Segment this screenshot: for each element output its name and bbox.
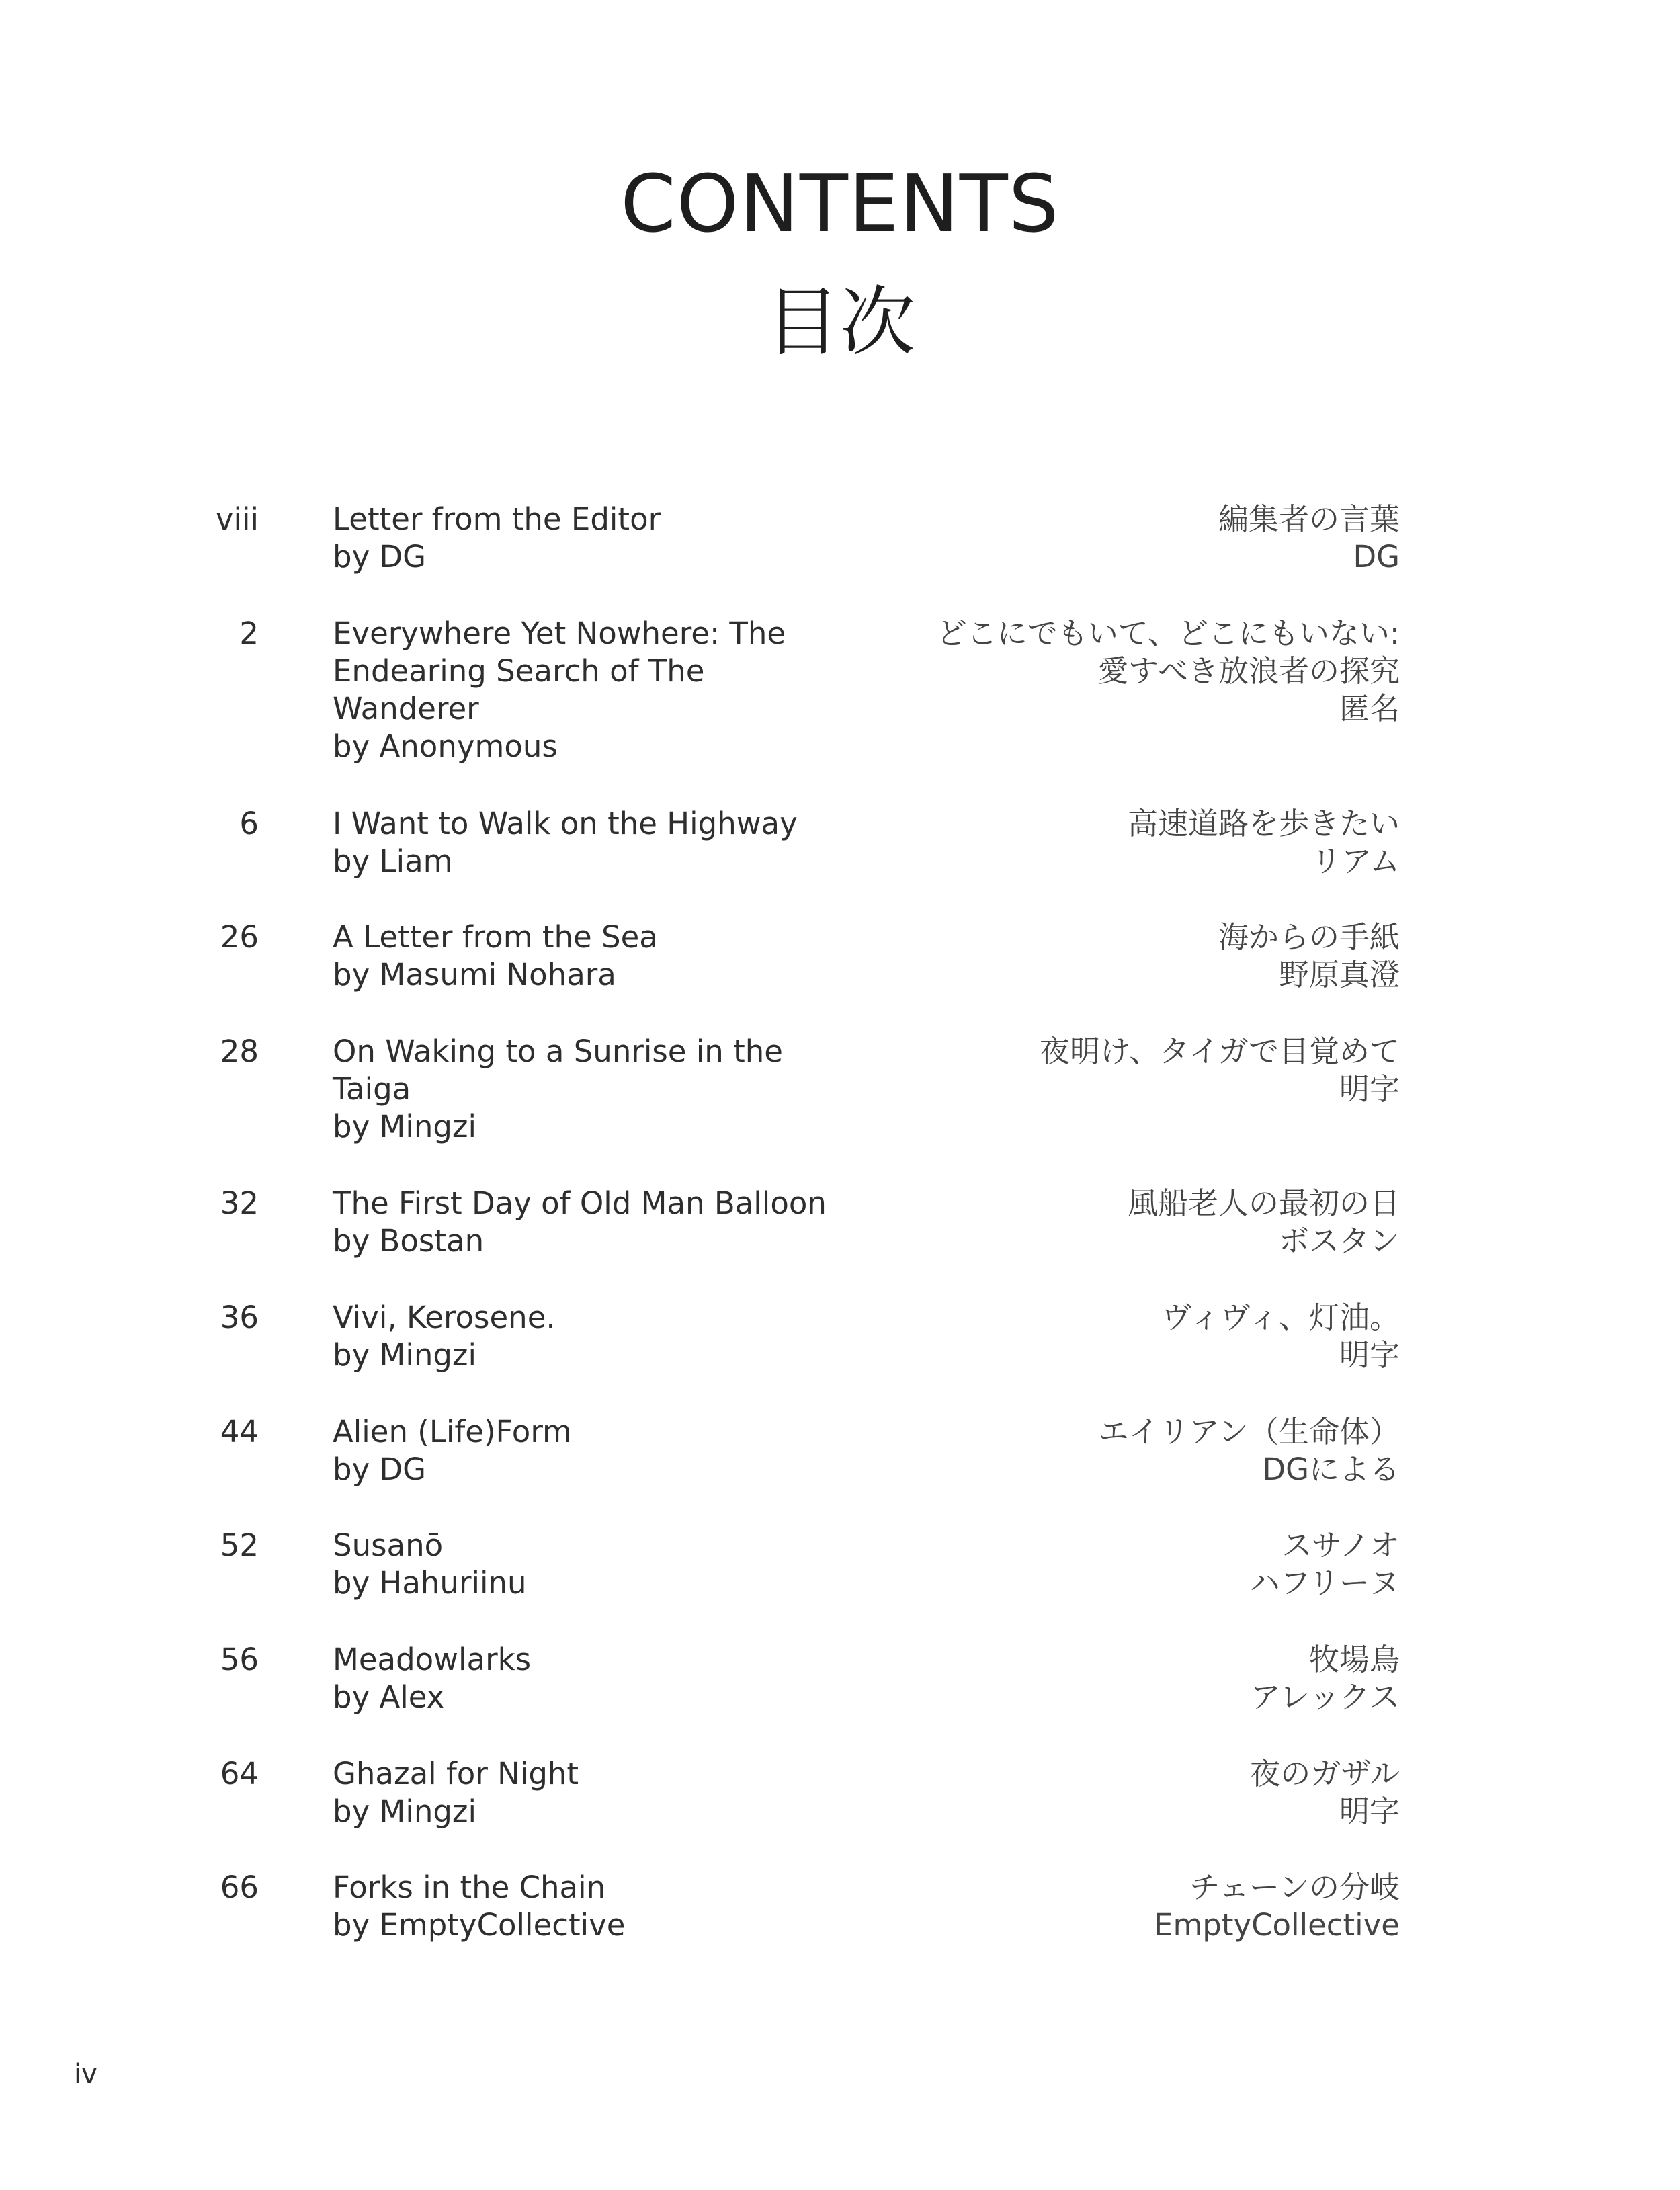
toc-title: Taiga: [333, 1071, 411, 1107]
toc-title: On Waking to a Sunrise in the: [333, 1034, 783, 1069]
toc-author: by Liam: [333, 843, 453, 879]
toc-japanese-block: [728, 1641, 1400, 1716]
toc-page-number: 64: [220, 1756, 259, 1792]
toc-title-jp: 風船老人の最初の日: [1127, 1185, 1400, 1221]
toc-japanese-block: [728, 1869, 1400, 1944]
toc-author-jp: DGによる: [1262, 1451, 1400, 1487]
toc-japanese-block: [728, 1033, 1400, 1108]
toc-title: Wanderer: [333, 691, 479, 726]
toc-author: by Mingzi: [333, 1794, 477, 1829]
toc-author-jp: 明字: [1339, 1337, 1400, 1373]
toc-author: by Mingzi: [333, 1109, 477, 1144]
toc-author-jp: 野原真澄: [1278, 957, 1400, 993]
toc-author: by DG: [333, 539, 427, 575]
toc-title-jp: 愛すべき放浪者の探究: [1097, 653, 1400, 689]
toc-author: by Masumi Nohara: [333, 957, 616, 993]
toc-japanese-block: [728, 1527, 1400, 1602]
toc-japanese-block: [728, 1185, 1400, 1260]
toc-title-jp: 夜明け、タイガで目覚めて: [1040, 1034, 1400, 1069]
toc-title-jp: チェーンの分岐: [1189, 1869, 1400, 1905]
toc-japanese-block: [728, 615, 1400, 728]
toc-page-number: 44: [220, 1414, 259, 1449]
toc-title-jp: 高速道路を歩きたい: [1127, 806, 1400, 841]
toc-title: Letter from the Editor: [333, 501, 661, 537]
toc-title-jp: エイリアン（生命体）: [1098, 1414, 1400, 1449]
toc-page-number: 28: [220, 1034, 259, 1069]
toc-page-number: 36: [220, 1300, 259, 1335]
toc-author-jp: 明字: [1339, 1071, 1400, 1107]
toc-author-jp: ボスタン: [1278, 1223, 1400, 1259]
toc-japanese-block: [728, 805, 1400, 880]
page-folio: iv: [74, 2059, 97, 2090]
toc-title: Everywhere Yet Nowhere: The: [333, 616, 786, 651]
toc-author-jp: リアム: [1311, 843, 1400, 879]
toc-title-jp: 編集者の言葉: [1218, 501, 1400, 537]
toc-page-number: 26: [220, 919, 259, 955]
toc-japanese-block: [728, 1755, 1400, 1830]
toc-title: A Letter from the Sea: [333, 919, 658, 955]
toc-title: I Want to Walk on the Highway: [333, 806, 798, 841]
toc-author-jp: 明字: [1339, 1794, 1400, 1829]
toc-page-number: 56: [220, 1642, 259, 1677]
toc-title-jp: どこにでもいて、どこにもいない:: [936, 616, 1400, 651]
toc-title-jp: 夜のガザル: [1250, 1756, 1400, 1792]
toc-title: Susanō: [333, 1527, 444, 1563]
toc-title-jp: 牧場鳥: [1308, 1642, 1400, 1677]
toc-page-number: 6: [239, 806, 259, 841]
toc-title: Endearing Search of The: [333, 653, 705, 689]
toc-author-jp: アレックス: [1250, 1679, 1400, 1715]
toc-author-jp: EmptyCollective: [1154, 1907, 1400, 1943]
toc-author: by EmptyCollective: [333, 1907, 626, 1943]
toc-page-number: viii: [215, 501, 259, 537]
page-title: CONTENTS: [620, 157, 1060, 250]
toc-japanese-block: [728, 919, 1400, 994]
toc-author: by Anonymous: [333, 728, 558, 764]
toc-author: by DG: [333, 1451, 427, 1487]
toc-author-jp: 匿名: [1339, 691, 1400, 726]
toc-japanese-block: [728, 1413, 1400, 1488]
toc-author: by Bostan: [333, 1223, 485, 1259]
toc-author: by Hahuriinu: [333, 1565, 527, 1601]
toc-title: Forks in the Chain: [333, 1869, 606, 1905]
page-title-jp: 目次: [765, 279, 915, 366]
toc-title: Alien (Life)Form: [333, 1414, 572, 1449]
toc-author: by Alex: [333, 1679, 445, 1715]
toc-author-jp: ハフリーヌ: [1249, 1565, 1400, 1601]
toc-page-number: 32: [220, 1185, 259, 1221]
toc-title: Vivi, Kerosene.: [333, 1300, 556, 1335]
toc-japanese-block: [728, 1299, 1400, 1374]
toc-author-jp: DG: [1353, 539, 1400, 575]
toc-author: by Mingzi: [333, 1337, 477, 1373]
toc-title-jp: ヴィヴィ、灯油。: [1161, 1300, 1400, 1335]
toc-page-number: 52: [220, 1527, 259, 1563]
toc-title: Meadowlarks: [333, 1642, 532, 1677]
toc-page-number: 2: [239, 616, 259, 651]
toc-japanese-block: [728, 501, 1400, 576]
toc-title: The First Day of Old Man Balloon: [333, 1185, 827, 1221]
toc-title-jp: 海からの手紙: [1218, 919, 1400, 955]
toc-title: Ghazal for Night: [333, 1756, 579, 1792]
toc-title-jp: スサノオ: [1282, 1527, 1400, 1563]
toc-page-number: 66: [220, 1869, 259, 1905]
